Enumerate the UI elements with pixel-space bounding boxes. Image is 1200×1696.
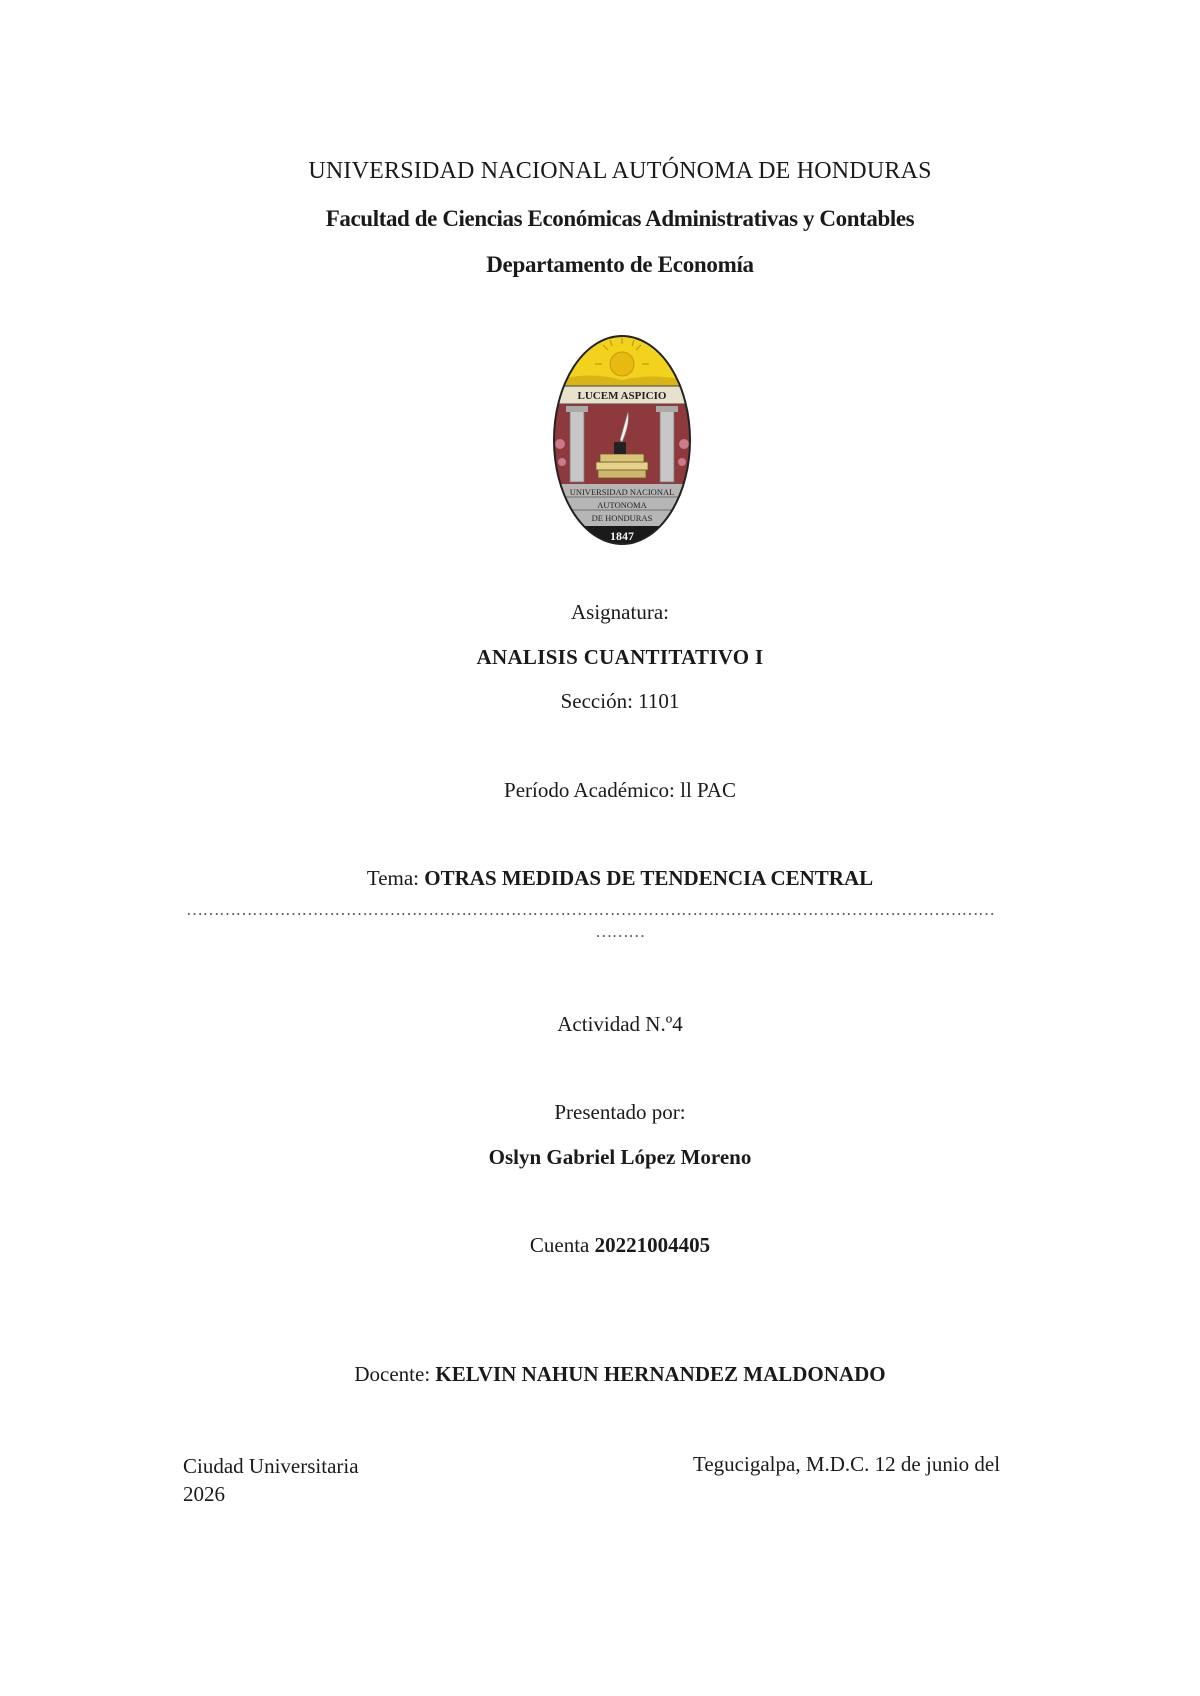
- teacher-name: KELVIN NAHUN HERNANDEZ MALDONADO: [435, 1362, 886, 1386]
- seal-year: 1847: [610, 529, 634, 543]
- topic-value: OTRAS MEDIDAS DE TENDENCIA CENTRAL: [424, 866, 874, 890]
- seal-name-line2: AUTONOMA: [597, 500, 647, 510]
- department-name: Departamento de Economía: [486, 252, 754, 277]
- seal-name-line1: UNIVERSIDAD NACIONAL: [569, 487, 675, 497]
- academic-period: Período Académico: ll PAC: [504, 778, 736, 802]
- course-name: ANALISIS CUANTITATIVO I: [476, 645, 764, 669]
- faculty-name: Facultad de Ciencias Económicas Administrativas y Contables: [325, 206, 915, 231]
- course-section: Sección: 1101: [560, 689, 680, 713]
- account-label: Cuenta: [529, 1233, 595, 1257]
- seal-name-line3: DE HONDURAS: [591, 513, 653, 523]
- presenter-label: Presentado por:: [554, 1100, 686, 1124]
- university-name: UNIVERSIDAD NACIONAL AUTÓNOMA DE HONDURAS: [308, 158, 932, 184]
- teacher-label: Docente:: [354, 1362, 436, 1386]
- activity-number: Actividad N.º4: [557, 1012, 683, 1036]
- footer-year: 2026: [183, 1482, 225, 1506]
- topic-line: [0, 866, 1200, 891]
- university-seal: [552, 334, 692, 546]
- footer-city: Ciudad Universitaria: [183, 1454, 359, 1478]
- account-line: [0, 1233, 1200, 1258]
- seal-icon: [552, 334, 692, 546]
- account-number: 20221004405: [594, 1233, 711, 1257]
- teacher-line: [0, 1362, 1200, 1387]
- topic-dots-line1: …………………………………………………………………………………………………………………………………: [186, 900, 995, 919]
- seal-motto: LUCEM ASPICIO: [577, 390, 667, 402]
- topic-dots-line2: ………: [595, 922, 645, 941]
- footer-right-date: Tegucigalpa, M.D.C. 12 de junio del: [693, 1452, 1001, 1476]
- course-label: Asignatura:: [571, 600, 669, 624]
- topic-label: Tema:: [366, 866, 425, 890]
- presenter-name: Oslyn Gabriel López Moreno: [488, 1145, 752, 1169]
- footer-left: [183, 1452, 359, 1508]
